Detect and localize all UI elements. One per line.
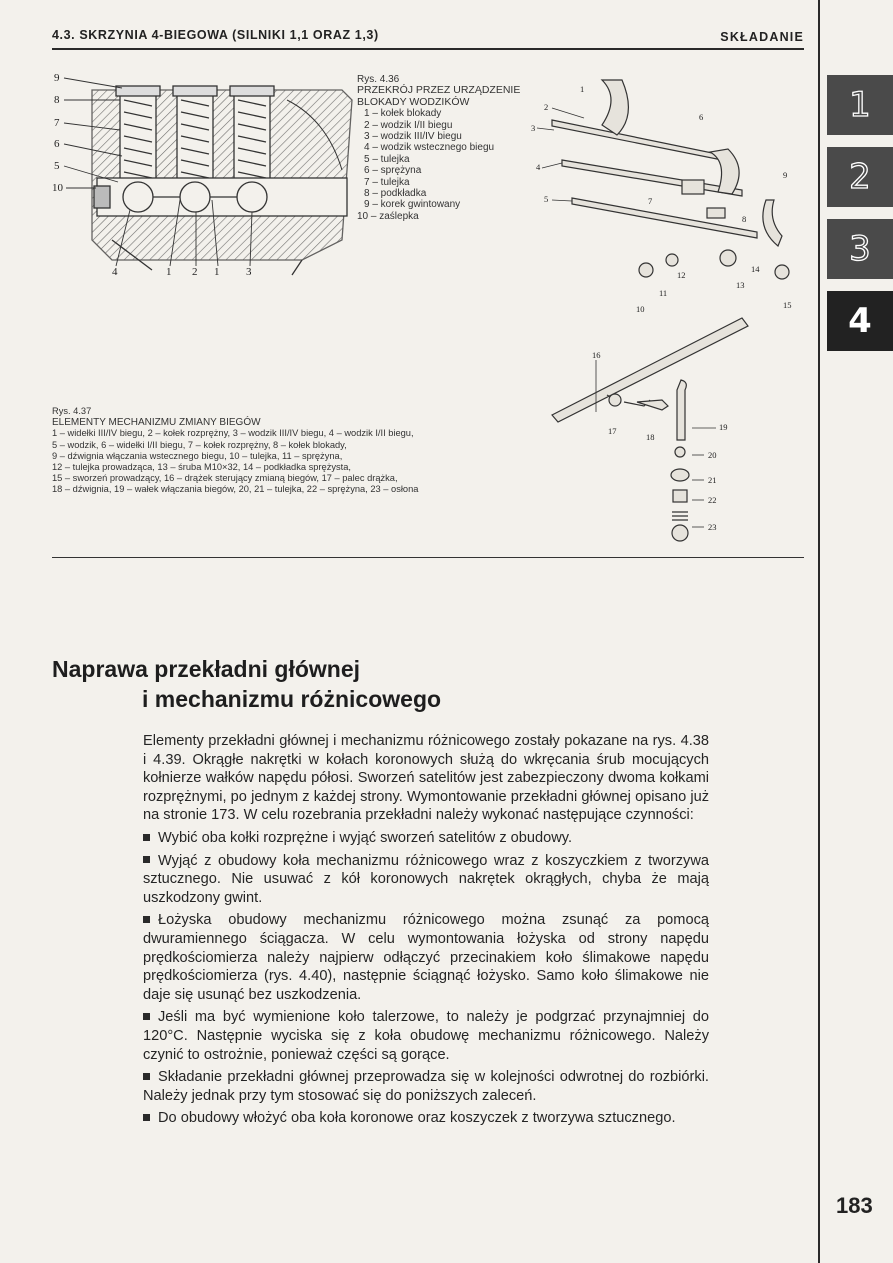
bullet-icon [143,1013,150,1020]
bullet-text: Jeśli ma być wymienione koło talerzowe, to należy je podgrzać przynajmniej do 120°C. Następnie wyciska się z koła obudowę mechanizmu różnicowego. Należy czynić to ostrożnie, ponieważ części są gorące. [143,1009,709,1063]
bullet-icon [143,856,150,863]
legend-item: 3 – wodzik III/IV biegu [364,131,462,143]
figure-title: ELEMENTY MECHANIZMU ZMIANY BIEGÓW [52,417,261,429]
callout-number: 10 [52,182,63,194]
bullet-text: Do obudowy włożyć oba koła koronowe oraz koszyczek z tworzywa sztucznego. [158,1110,676,1127]
section-title: 4.3. SKRZYNIA 4-BIEGOWA (SILNIKI 1,1 ORAZ 1,3) [52,28,379,42]
figure-label: Rys. 4.37 [52,406,92,416]
callout-number: 17 [608,426,617,436]
bullet-text: Składanie przekładni głównej przeprowadza się w kolejności odwrotnej do rozbiórki. Należy jednak przy tym stosować się do poniższych zaleceń. [143,1069,709,1104]
callout-number: 1 [166,266,172,278]
margin-rule [818,0,820,1263]
chapter-tab-4: 4 [827,291,893,351]
legend-item: 4 – wodzik wstecznego biegu [364,142,495,154]
callout-number: 1 [580,84,585,94]
bullet-text: Wyjąć z obudowy koła mechanizmu różnicowego wraz z koszyczkiem z tworzywa sztucznego. Nie usuwać z kół koronowych nakrętek okrągłych, chyba że mają uszkodzony gwint. [143,852,709,906]
running-header [52,28,804,50]
callout-number: 7 [648,196,653,206]
callout-number: 4 [112,266,118,278]
callout-number: 3 [531,123,536,133]
callout-number: 6 [54,138,60,150]
chapter-tabs [827,75,893,363]
legend-line: 15 – sworzeń prowadzący, 16 – drążek sterujący zmianą biegów, 17 – palec drążka, [52,473,398,484]
bullet-icon [143,1114,150,1121]
bullet-paragraph [143,911,709,1004]
callout-number: 2 [544,102,549,112]
callout-number: 4 [536,162,541,172]
callout-number: 16 [592,350,601,360]
bullet-text: Wybić oba kołki rozprężne i wyjąć sworzeń satelitów z obudowy. [158,829,573,846]
bullet-paragraph [143,852,709,908]
callout-number: 8 [742,214,747,224]
callout-number: 15 [783,300,792,310]
callout-number: 3 [246,266,252,278]
heading-line: i mechanizmu różnicowego [142,686,442,712]
callout-number: 1 [214,266,220,278]
section-divider [52,557,804,558]
callout-number: 5 [544,194,549,204]
chapter-label: SKŁADANIE [720,30,804,44]
legend-item: 2 – wodzik I/II biegu [364,119,453,131]
bullet-paragraph [143,1068,709,1105]
callout-number: 19 [719,422,728,432]
legend-item: 5 – tulejka [364,153,410,165]
callout-number: 14 [751,264,760,274]
callout-number: 5 [54,160,60,172]
callout-number: 11 [659,288,668,298]
chapter-tab-1: 1 [827,75,893,135]
figure-title: BLOKADY WODZIKÓW [357,95,470,108]
bullet-paragraph [143,1008,709,1064]
bullet-text: Łożyska obudowy mechanizmu różnicowego można zsunąć za pomocą dwuramiennego ściągacza. W celu wymontowania łożyska od strony napędu prędkościomierza należy najpierw odłączyć przecinakiem koło ślimakowe napędu prędkościomierza (rys. 4.40), następnie ściągnąć łożysko. Samo koło ślimakowe nie daje się usunąć bez uszkodzenia. [143,912,709,1003]
bullet-paragraph [143,829,709,848]
callout-number: 21 [708,475,717,485]
legend-line: 12 – tulejka prowadząca, 13 – śruba M10×32, 14 – podkładka sprężysta, [52,462,351,473]
callout-number: 9 [54,72,60,84]
bullet-icon [143,834,150,841]
figure-436-caption [357,74,537,222]
callout-number: 22 [708,495,717,505]
callout-number: 8 [54,94,60,106]
callout-number: 12 [677,270,686,280]
intro-paragraph: Elementy przekładni głównej i mechanizmu różnicowego zostały pokazane na rys. 4.38 i 4.39. Okrągłe nakrętki w kołach koronowych służą do wkręcania śrub mocujących kołnierze wałków napędu półosi. Sworzeń satelitów jest zabezpieczony dwoma kołkami rozprężnymi, po jednym z każdej strony. Wymontowanie przekładni głównej opisano już na stronie 173. W celu rozebrania przekładni należy wykonać następujące czynności: [143,733,709,824]
figure-label: Rys. 4.36 [357,74,400,85]
callout-number: 23 [708,522,717,532]
bullet-icon [143,916,150,923]
legend-line: 18 – dźwignia, 19 – wałek włączania biegów, 20, 21 – tulejka, 22 – sprężyna, 23 – osłona [52,484,419,495]
callout-number: 10 [636,304,645,314]
legend-line: 5 – wodzik, 6 – widełki I/II biegu, 7 – kołek rozprężny, 8 – kołek blokady, [52,439,347,450]
callout-number: 2 [192,266,198,278]
callout-number: 6 [699,112,704,122]
figure-437-caption [52,406,532,496]
chapter-tab-2: 2 [827,147,893,207]
callout-number: 7 [54,117,60,129]
legend-item: 8 – podkładka [364,188,427,200]
legend-line: 9 – dźwignia włączania wstecznego biegu, 10 – tulejka, 11 – sprężyna, [52,450,343,461]
legend-item: 9 – korek gwintowany [364,199,461,211]
legend-item: 1 – kołek blokady [364,108,442,120]
legend-item: 10 – zaślepka [357,210,419,222]
legend-line: 1 – widełki III/IV biegu, 2 – kołek rozprężny, 3 – wodzik III/IV biegu, 4 – wodzik I/II biegu, [52,428,414,439]
page-number: 183 [836,1193,873,1218]
callout-number: 18 [646,432,655,442]
legend-item: 6 – sprężyna [364,165,422,177]
section-heading [52,654,672,714]
callout-number: 9 [783,170,788,180]
figure-title: PRZEKRÓJ PRZEZ URZĄDZENIE [357,84,521,97]
chapter-tab-3: 3 [827,219,893,279]
callout-number: 20 [708,450,717,460]
body-text [143,732,709,1132]
bullet-paragraph [143,1109,709,1128]
legend-item: 7 – tulejka [364,176,410,188]
callout-number: 13 [736,280,745,290]
heading-line: Naprawa przekładni głównej [52,656,361,682]
bullet-icon [143,1073,150,1080]
